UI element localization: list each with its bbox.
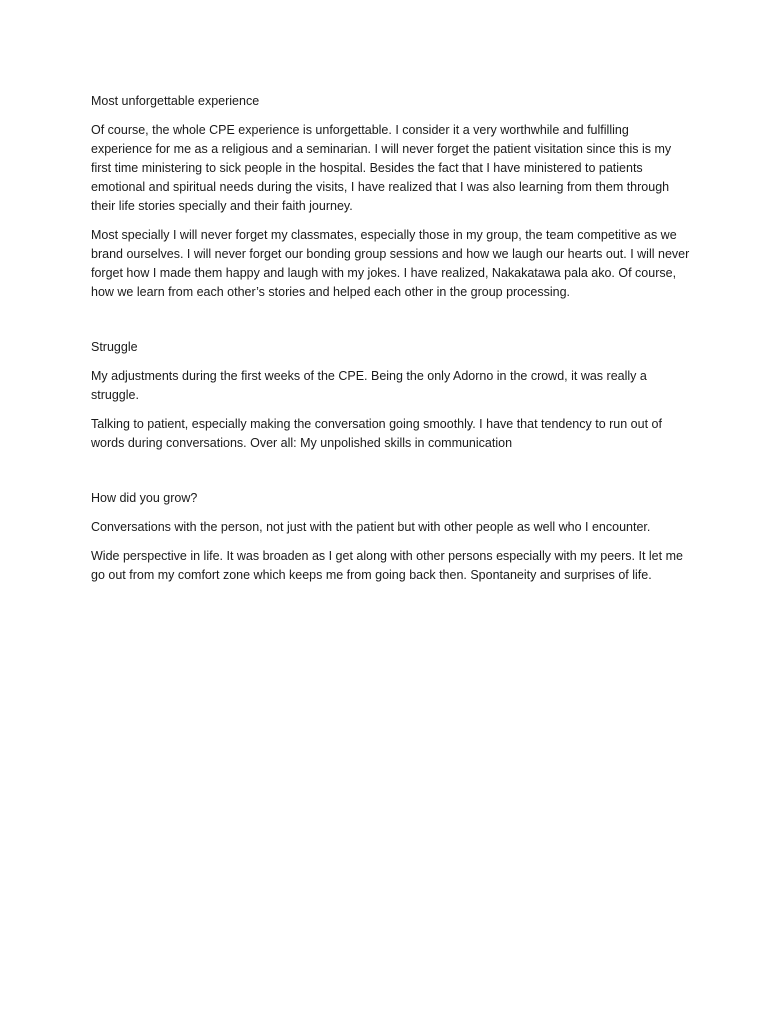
section-heading: Most unforgettable experience [91,94,260,108]
section-spacer [91,312,691,338]
paragraph: Talking to patient, especially making the conversation going smoothly. I have that tendency to run out of words during conversations. Over all: My unpolished skills in communication [91,417,662,450]
section-struggle [91,338,691,453]
section-heading: Struggle [91,340,138,354]
section-unforgettable-experience [91,92,691,302]
section-heading: How did you grow? [91,491,198,505]
paragraph: Wide perspective in life. It was broaden as I get along with other persons especially with my peers. It let me go out from my comfort zone which keeps me from going back then. Spontaneity and surprises of life. [91,549,683,582]
paragraph: Of course, the whole CPE experience is unforgettable. I consider it a very worthwhile and fulfilling experience for me as a religious and a seminarian. I will never forget the patient visitation since this is my first time ministering to sick people in the hospital. Besides the fact that I have ministered to patients emotional and spiritual needs during the visits, I have realized that I was also learning from them through their life stories specially and their faith journey. [91,123,672,213]
paragraph: My adjustments during the first weeks of the CPE. Being the only Adorno in the crowd, it was really a struggle. [91,369,647,402]
section-spacer [91,463,691,489]
section-growth [91,489,691,585]
paragraph: Most specially I will never forget my classmates, especially those in my group, the team competitive as we brand ourselves. I will never forget our bonding group sessions and how we laugh our hearts out. I will never forget how I made them happy and laugh with my jokes. I have realized, Nakakatawa pala ako. Of course, how we learn from each other’s stories and helped each other in the group processing. [91,228,690,299]
paragraph: Conversations with the person, not just with the patient but with other people as well who I encounter. [91,520,651,534]
document-page [91,92,691,595]
